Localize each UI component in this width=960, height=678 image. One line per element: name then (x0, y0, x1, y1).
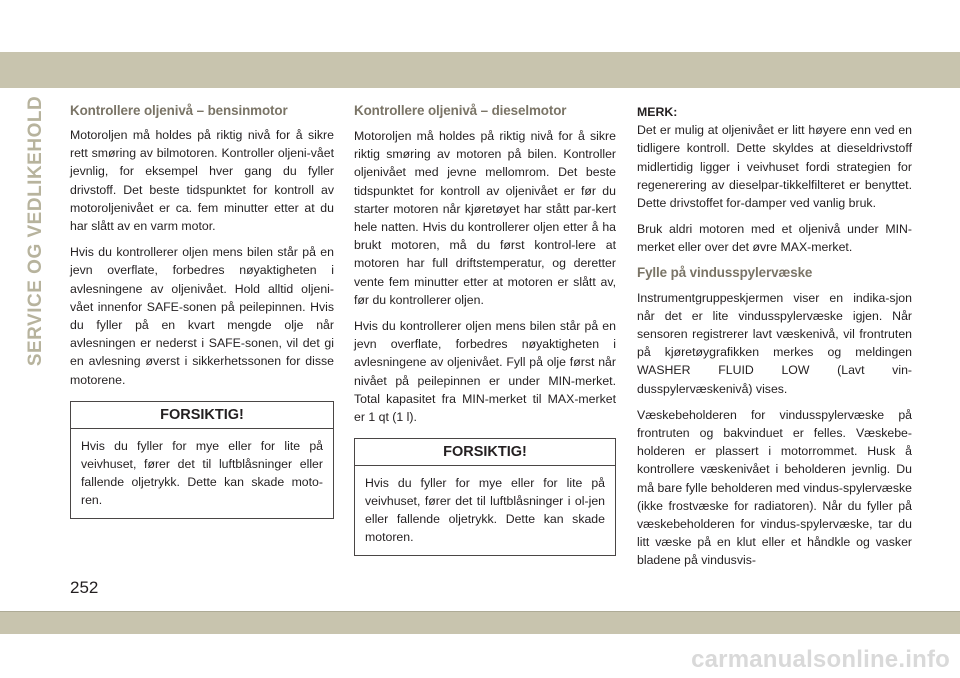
caution-title: FORSIKTIG! (355, 439, 615, 466)
paragraph: Hvis du kontrollerer oljen mens bilen står på en jevn overflate, forbedres nøyaktigheten i avlesningene av oljenivået. Fyll på olje først når nivået på peilepinnen er under MIN-merket. Total kapasitet fra MIN-merket til MAX-merket er 1 qt (1 l). (354, 319, 616, 425)
paragraph: Instrumentgruppeskjermen viser en indika-sjon når det er lite vindusspylervæske igjen. Når sensoren registrerer lavt væskenivå, vil frontruten på kjøretøygrafikken merkes og meldingen WASHER FLUID LOW (Lavt vin-dusspylervæskenivå) vises. (637, 290, 912, 396)
paragraph: Bruk aldri motoren med et oljenivå under MIN-merket eller over det øvre MAX-merket. (637, 222, 912, 255)
note-label: MERK: (637, 105, 678, 119)
section-side-tab (22, 95, 50, 367)
paragraph: Motoroljen må holdes på riktig nivå for å sikre riktig smøring av motoren på bilen. Kontroller oljenivået med jevne mellomrom. Det beste tidspunktet for kontroll av oljenivået er før du starter motoren når kjøretøyet har stått par-kert hele natten. Hvis du kontrollerer oljen etter å ha brukt motoren, må du først kontrol-lere at motoren har full driftstemperatur, og deretter vente fem minutter etter at motoren er slått av, før du kontrollerer oljen. (354, 129, 616, 307)
page-number: 252 (70, 578, 99, 597)
header-band (0, 52, 960, 88)
heading-oil-gasoline: Kontrollere oljenivå – bensinmotor (70, 103, 288, 118)
heading-oil-diesel: Kontrollere oljenivå – dieselmotor (354, 103, 567, 118)
column-notes-washer (637, 103, 912, 578)
watermark-text: carmanualsonline.info (691, 646, 950, 673)
caution-text: Hvis du fyller for mye eller for lite på veivhuset, fører det til luftblåsninger eller fallende oljetrykk. Dette kan skade moto-ren. (81, 438, 323, 507)
section-side-tab-label: SERVICE OG VEDLIKEHOLD (25, 95, 47, 367)
heading-washer-fluid: Fylle på vindusspylervæske (637, 264, 813, 280)
footer-band (0, 612, 960, 634)
column-diesel (354, 103, 616, 556)
paragraph: Hvis du kontrollerer oljen mens bilen står på en jevn overflate, forbedres nøyaktigheten i avlesningene av oljenivået. Hold alltid oljeni-vået innenfor SAFE-sonen på peilepinnen. Hvis du fyller på en kvart mengde olje når avlesningen er nederst i SAFE-sonen, vil det gi en avlesning øverst i sikkerhetssonen for disse motorene. (70, 245, 334, 387)
caution-text: Hvis du fyller for mye eller for lite på veivhuset, fører det til luftblåsninger i ol-jen eller fallende oljetrykk. Dette kan skade motoren. (365, 476, 605, 545)
paragraph: Væskebeholderen for vindusspylervæske på frontruten og bakvinduet er felles. Væskebe-holderen er plassert i motorrommet. Husk å kontrollere væskenivået i beholderen jevnlig. Du må bare fylle beholderen med vindus-spylervæske (ikke frostvæske for radiatoren). Når du fyller på væskebeholderen for vindus-spylervæske, tar du litt væske på en klut eller et håndkle og vasker bladene på vindusvis- (637, 407, 912, 568)
caution-title: FORSIKTIG! (71, 402, 333, 429)
note-text: Det er mulig at oljenivået er litt høyere enn ved en tidligere kontroll. Dette skyldes at dieseldrivstoff midlertidig ligger i veivhuset fordi strategien for regenerering av dieselpar-tikkelfilteret er benyttet. Dette drivstoffet for-damper ved vanlig bruk. (637, 123, 912, 211)
caution-box (70, 401, 334, 519)
column-gasoline (70, 103, 334, 519)
caution-box (354, 438, 616, 556)
paragraph: Motoroljen må holdes på riktig nivå for å sikre rett smøring av bilmotoren. Kontroller oljeni-vået jevnlig, for eksempel hver gang du fyller drivstoff. Det beste tidspunktet for kontroll av motoroljenivået er ca. fem minutter etter at du har slått av en varm motor. (70, 128, 334, 234)
